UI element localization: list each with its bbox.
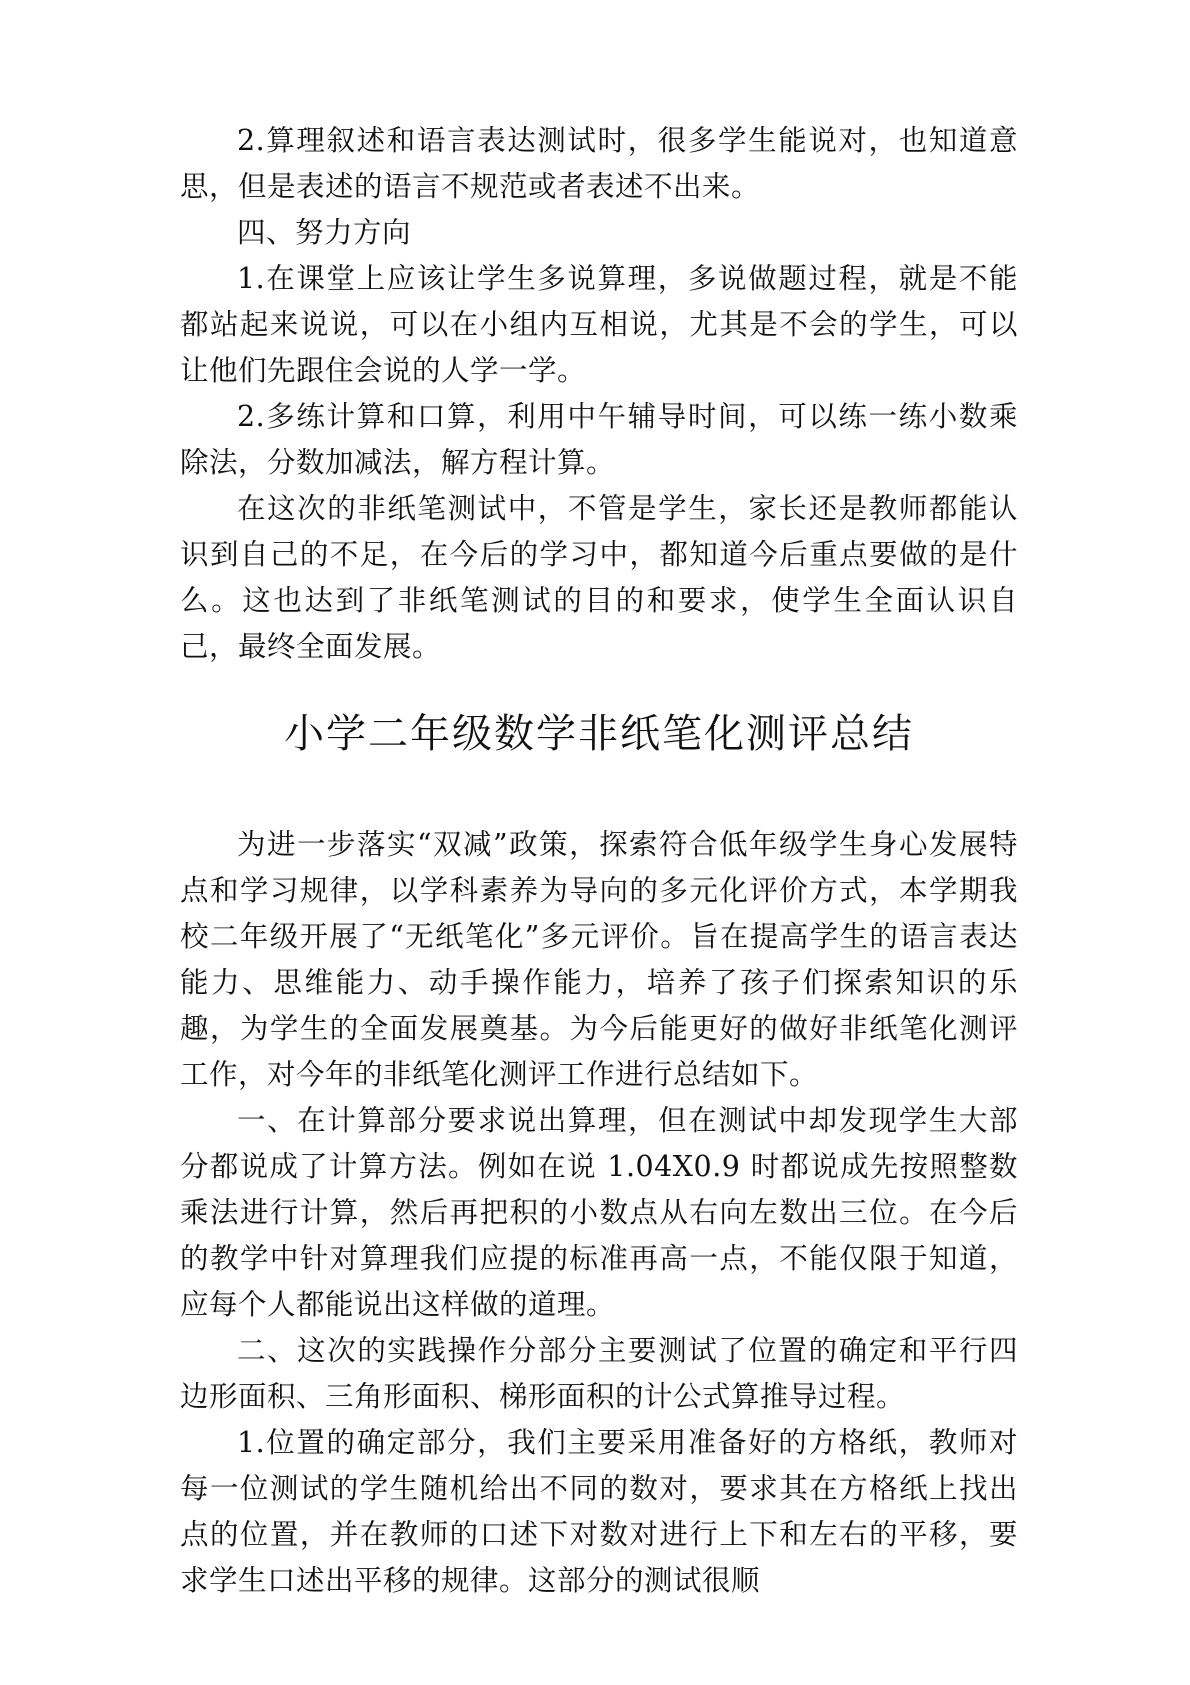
paragraph: 1.在课堂上应该让学生多说算理，多说做题过程，就是不能都站起来说说，可以在小组内互相说，尤其是不会的学生，可以让他们先跟住会说的人学一学。 xyxy=(180,262,1018,387)
paragraph: 在这次的非纸笔测试中，不管是学生，家长还是教师都能认识到自己的不足，在今后的学习中，都知道今后重点要做的是什么。这也达到了非纸笔测试的目的和要求，使学生全面认识自己，最终全面发展。 xyxy=(180,492,1018,663)
paragraph: 1.位置的确定部分，我们主要采用准备好的方格纸，教师对每一位测试的学生随机给出不同的数对，要求其在方格纸上找出点的位置，并在教师的口述下对数对进行上下和左右的平移，要求学生口述出平移的规律。这部分的测试很顺 xyxy=(180,1426,1018,1597)
document-page xyxy=(180,118,1018,1604)
section-heading: 四、努力方向 xyxy=(237,216,412,249)
paragraph: 为进一步落实“双减”政策，探索符合低年级学生身心发展特点和学习规律，以学科素养为导向的多元化评价方式，本学期我校二年级开展了“无纸笔化”多元评价。旨在提高学生的语言表达能力、思维能力、动手操作能力，培养了孩子们探索知识的乐趣，为学生的全面发展奠基。为今后能更好的做好非纸笔化测评工作，对今年的非纸笔化测评工作进行总结如下。 xyxy=(180,828,1018,1091)
paragraph: 2.多练计算和口算，利用中午辅导时间，可以练一练小数乘除法，分数加减法，解方程计算。 xyxy=(180,400,1018,479)
paragraph: 2.算理叙述和语言表达测试时，很多学生能说对，也知道意思，但是表述的语言不规范或者表述不出来。 xyxy=(180,124,1018,203)
paragraph: 一、在计算部分要求说出算理，但在测试中却发现学生大部分都说成了计算方法。例如在说 1.04X0.9 时都说成先按照整数乘法进行计算，然后再把积的小数点从右向左数出三位。在今后的教学中针对算理我们应提的标准再高一点，不能仅限于知道，应每个人都能说出这样做的道理。 xyxy=(180,1104,1018,1321)
document-title: 小学二年级数学非纸笔化测评总结 xyxy=(284,711,914,757)
paragraph: 二、这次的实践操作分部分主要测试了位置的确定和平行四边形面积、三角形面积、梯形面积的计公式算推导过程。 xyxy=(180,1334,1018,1413)
